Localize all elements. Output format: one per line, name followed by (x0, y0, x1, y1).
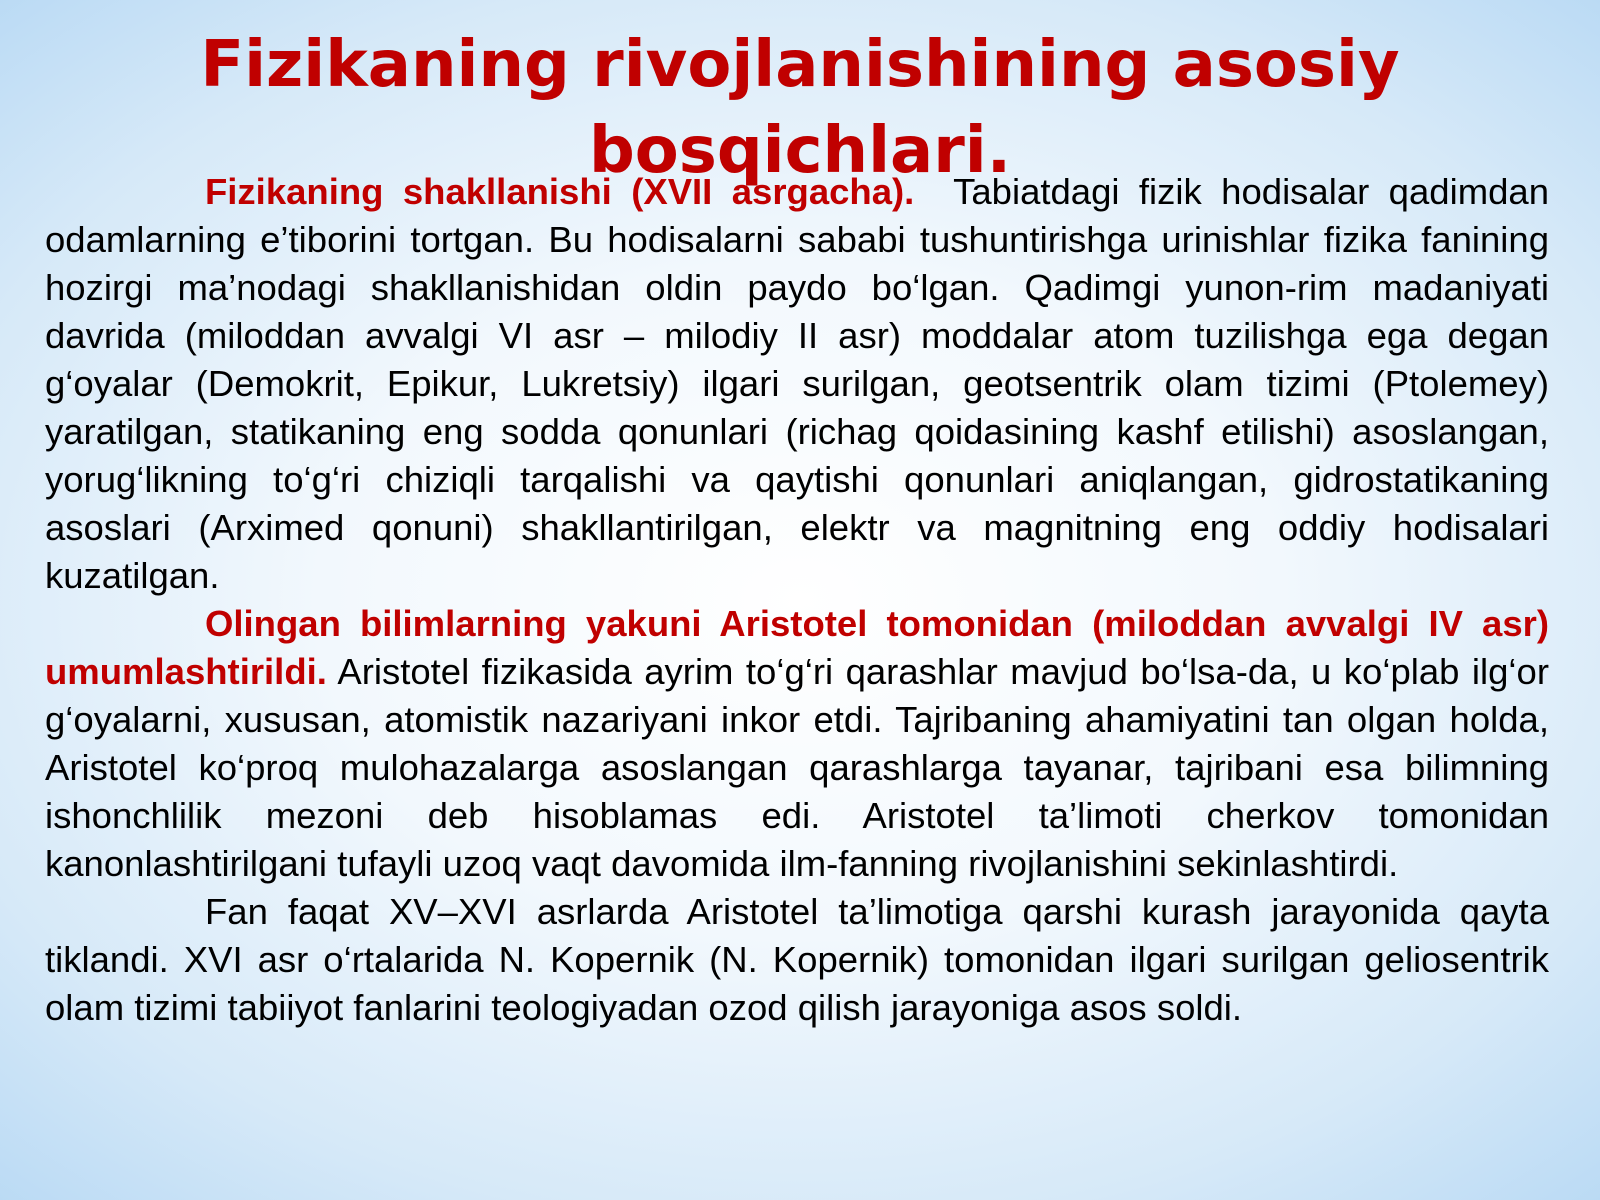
slide-title: Fizikaning rivojlanishining asosiy bosqichlari. (200, 28, 1400, 188)
paragraph-2-text: Aristotel fizikasida ayrim to‘g‘ri qarashlar mavjud bo‘lsa-da, u ko‘plab ilg‘or g‘oyalarni, xususan, atomistik nazariyani inkor etdi. Tajribaning ahamiyatini tan olgan holda, Aristotel ko‘proq mulohazalarga asoslangan qarashlarga tayanar, tajribani esa bilimning ishonchlilik mezoni deb hisoblamas edi. Aristotel ta’limoti cherkov tomonidan kanonlashtirilgani tufayli uzoq vaqt davomida ilm-fanning rivojlanishini sekinlashtirdi. (45, 651, 1549, 884)
paragraph-1-highlight: Fizikaning shakllanishi (XVII asrgacha). (205, 171, 915, 212)
paragraph-1 (45, 168, 1549, 600)
slide-body (45, 168, 1549, 1032)
paragraph-3 (45, 888, 1549, 1032)
paragraph-2-highlight: Olingan bilimlarning yakuni Aristotel tomonidan (miloddan avvalgi IV asr) umumlashtirildi. (45, 603, 1549, 692)
paragraph-3-text: Fan faqat XV–XVI asrlarda Aristotel ta’limotiga qarshi kurash jarayonida qayta tiklandi. XVI asr o‘rtalarida N. Kopernik (N. Kopernik) tomonidan ilgari surilgan geliosentrik olam tizimi tabiiyot fanlarini teologiyadan ozod qilish jarayoniga asos soldi. (45, 891, 1549, 1028)
paragraph-2 (45, 600, 1549, 888)
paragraph-1-text: Tabiatdagi fizik hodisalar qadimdan odamlarning e’tiborini tortgan. Bu hodisalarni sababi tushuntirishga urinishlar fizika fanining hozirgi ma’nodagi shakllanishidan oldin paydo bo‘lgan. Qadimgi yunon-rim madaniyati davrida (miloddan avvalgi VI asr – milodiy II asr) moddalar atom tuzilishga ega degan g‘oyalar (Demokrit, Epikur, Lukretsiy) ilgari surilgan, geotsentrik olam tizimi (Ptolemey) yaratilgan, statikaning eng sodda qonunlari (richag qoidasining kashf etilishi) asoslangan, yorug‘likning to‘g‘ri chiziqli tarqalishi va qaytishi qonunlari aniqlangan, gidrostatikaning asoslari (Arximed qonuni) shakllantirilgan, elektr va magnitning eng oddiy hodisalari kuzatilgan. (45, 171, 1549, 596)
